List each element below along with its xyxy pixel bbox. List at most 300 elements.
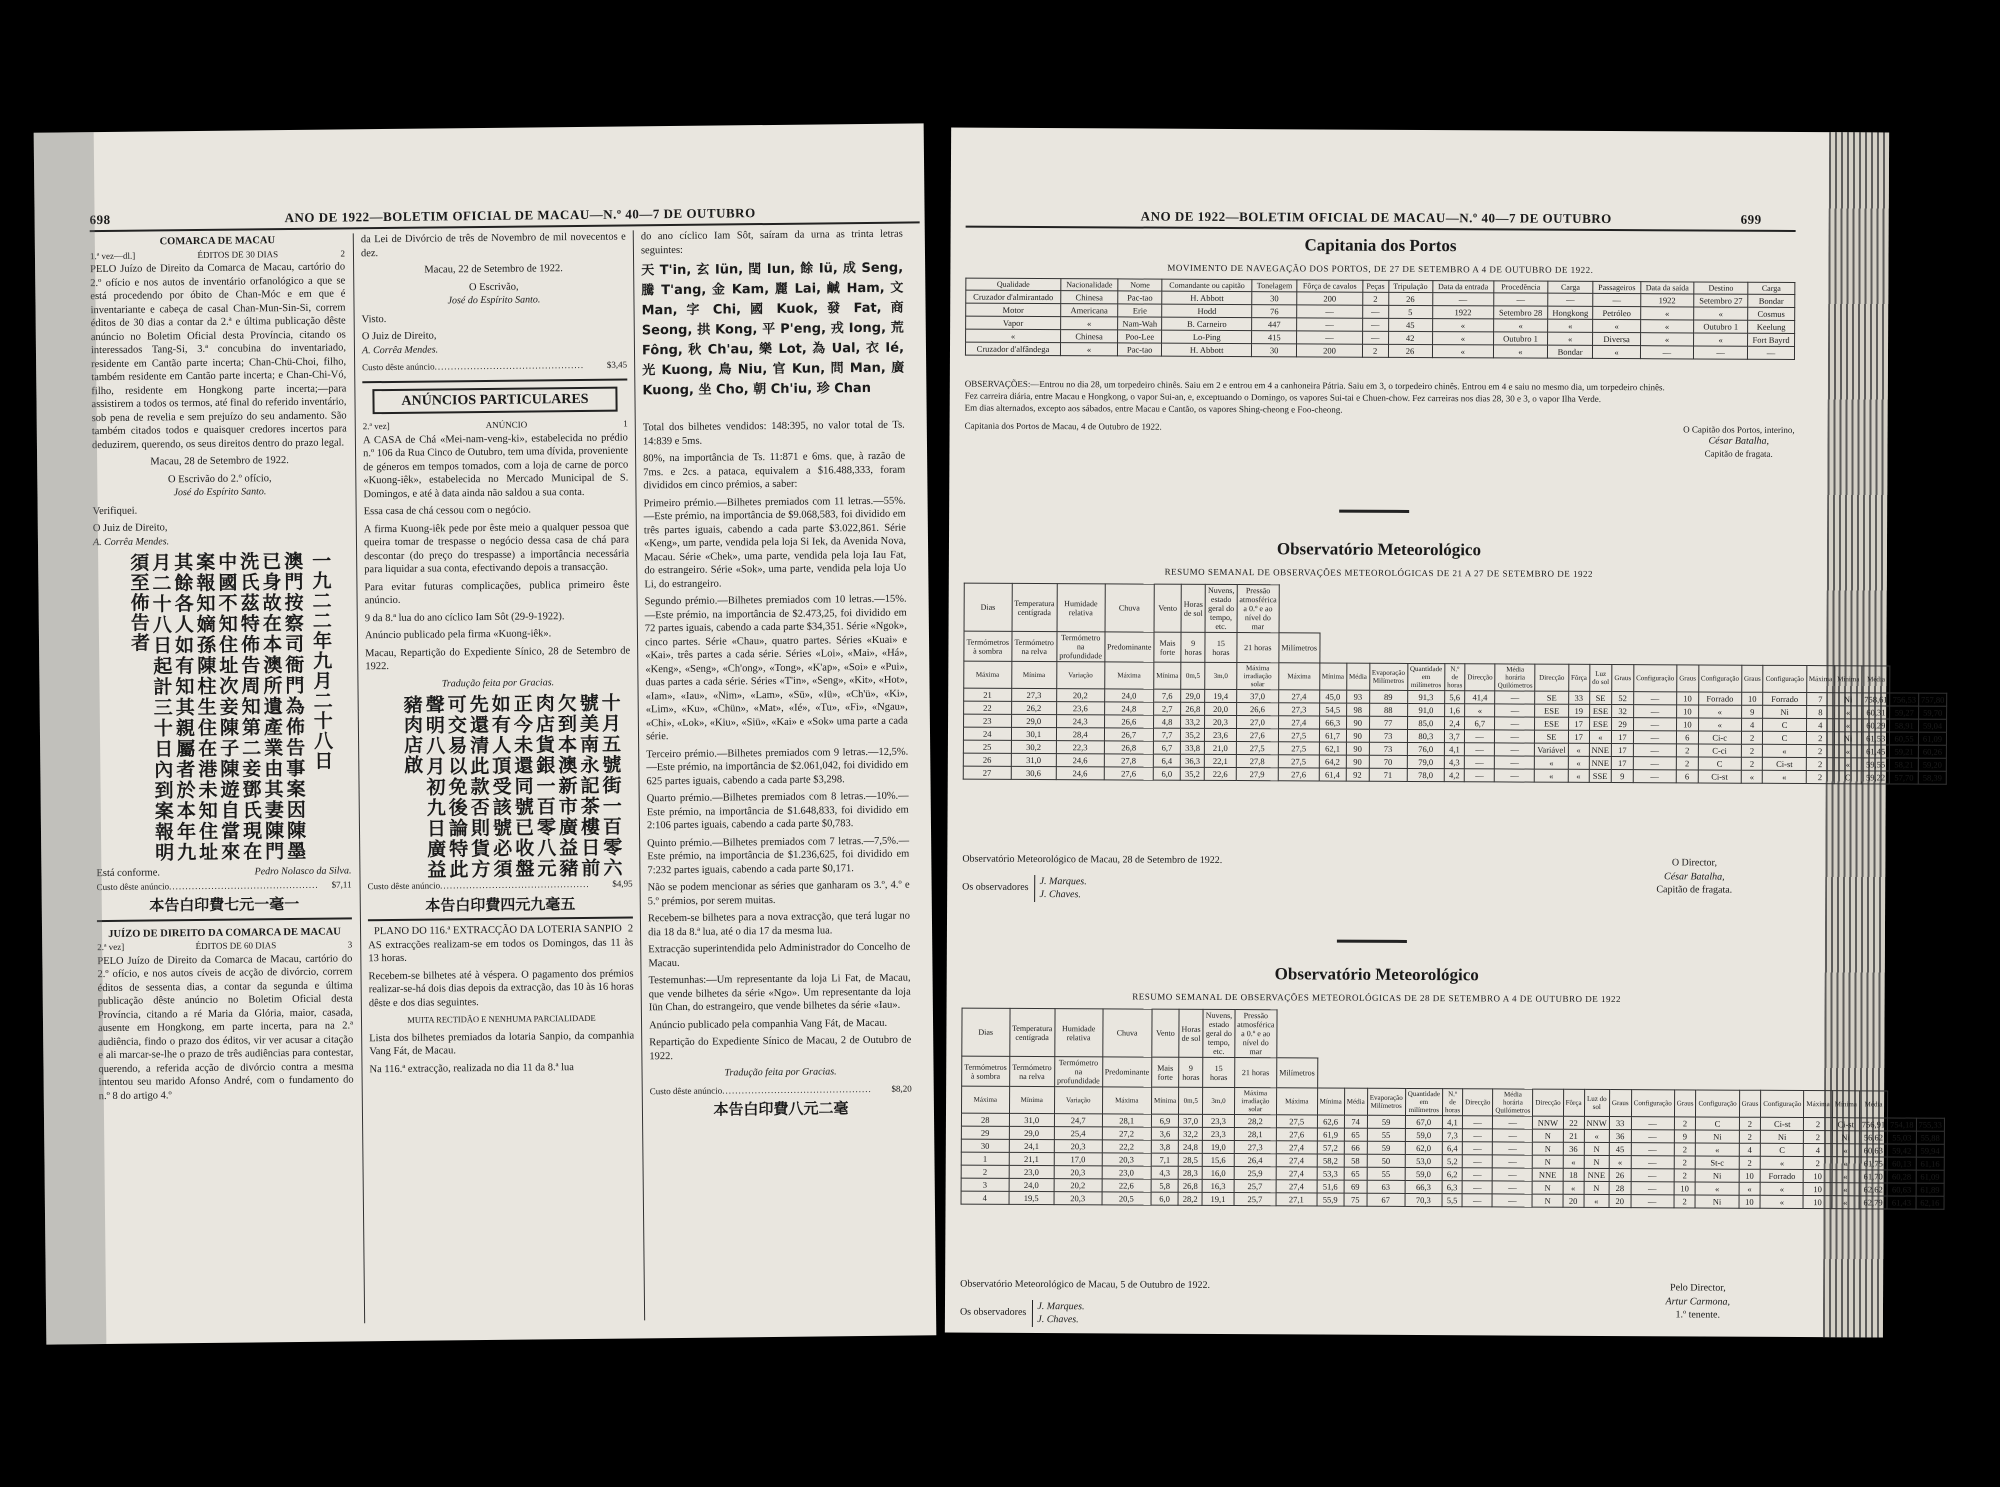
table-cell: 24,8 <box>1178 1140 1202 1153</box>
table-cell: 2 <box>1362 292 1388 305</box>
table-cell: 61,45 <box>1861 745 1889 758</box>
table-cell: 2 <box>1674 1195 1696 1208</box>
table-column-header: Mínima <box>1832 1091 1859 1118</box>
table-cell: 4 <box>1806 719 1834 732</box>
table-cell: « <box>1609 1156 1631 1169</box>
table-cell: — <box>1362 318 1388 331</box>
table-cell: 7,6 <box>1154 689 1181 702</box>
table-cell: — <box>1633 770 1676 783</box>
table-cell: 6,4 <box>1153 754 1180 767</box>
table-cell: 55,88 <box>1916 1131 1944 1144</box>
table-cell: 27,6 <box>1236 729 1278 742</box>
table-cell: Americana <box>1061 304 1118 317</box>
table-cell: 27,3 <box>1234 1141 1276 1154</box>
table-cell: « <box>1535 756 1568 769</box>
table-column-header: Mínima <box>1009 1086 1054 1113</box>
table-group-header: Horas de sol <box>1181 584 1205 632</box>
observatorio-2-place-date: Observatório Meteorológico de Macau, 5 de Outubro de 1922. <box>960 1278 1211 1291</box>
table-cell: 25,7 <box>1234 1180 1276 1193</box>
table-cell: 21,1 <box>1009 1152 1054 1165</box>
table-cell: 66,3 <box>1405 1180 1442 1193</box>
table-cell: 200 <box>1297 292 1363 305</box>
table-column-header: Mínima <box>1317 1088 1344 1115</box>
table-cell: 71 <box>1369 768 1407 781</box>
table-cell: — <box>1492 1181 1532 1194</box>
table-column-header: Média <box>1862 666 1891 693</box>
table-cell: Bondar <box>1547 345 1593 358</box>
table-cell: 2 <box>1741 731 1763 744</box>
capitania-section <box>965 234 1795 280</box>
table-cell: « <box>1696 1143 1739 1156</box>
table-cell: « <box>1494 345 1548 358</box>
table-cell: — <box>1640 346 1694 359</box>
table-cell: 62,62 <box>1859 1183 1887 1196</box>
ad-cost-line: Custo dêste anúncio .............................................. $4,95 <box>368 877 633 893</box>
ad-p3: A firma Kuong-iêk pede por êste meio a qualquer pessoa que queira tomar de trespasse o negócio dessa casa de chá para descontar (do preço do trespasse) a importância necessária para liquidar a sua conta, efectivando depois a transacção. <box>363 520 630 576</box>
table-cell: 61,75 <box>1859 1157 1887 1170</box>
observatorio-1-table-header <box>964 583 1948 693</box>
table-cell: 27,3 <box>1011 688 1056 701</box>
table-cell: 24,6 <box>1056 754 1104 767</box>
table-cell: 61,09 <box>1918 732 1946 745</box>
table-cell: 63 <box>1367 1180 1405 1193</box>
table-column-header: Mínima <box>1011 661 1056 688</box>
table-cell: 52 <box>1612 692 1634 705</box>
table-cell: 22 <box>1563 1116 1584 1129</box>
table-cell: 67 <box>1367 1193 1405 1206</box>
table-cell: ESE <box>1589 717 1612 730</box>
table-column-header: Média <box>1346 663 1369 690</box>
table-cell: 90 <box>1346 755 1369 768</box>
observatorio-1-footer <box>962 853 1792 906</box>
table-cell: 61,53 <box>1862 732 1890 745</box>
table-column-header: Graus <box>1612 665 1634 692</box>
observatorio-2-sign-rank: 1.º tenente. <box>1675 1309 1720 1321</box>
table-column-header: Graus <box>1609 1090 1631 1117</box>
table-cell: 6 <box>1676 731 1698 744</box>
table-cell: 78,0 <box>1407 768 1444 781</box>
table-cell: « <box>1568 756 1589 769</box>
table-cell: 15,6 <box>1202 1153 1234 1166</box>
chinese-notice-text: 澳門按察司衙門為佈告事案因陳墨已身故在本澳所遺產業由其妻陳門洗氏茲特佈告周知第二妾鄧氏現在中國不知住址次妾陳子陳遊自當來案報知嫡孫陳柱生住在港未知住址其餘各人如有知其親屬者於本年九月二十八日起計三十日內到案報明須至佈告者 <box>127 550 307 863</box>
table-header-cell: Data da entrada <box>1432 281 1494 293</box>
table-cell: 33 <box>1609 1117 1631 1130</box>
table-column-header: Variação <box>1054 1087 1102 1114</box>
table-cell: 59,0 <box>1405 1167 1442 1180</box>
left-column-2 <box>361 230 635 1080</box>
table-column-header: Máxima <box>1806 666 1834 693</box>
table-cell: 30,2 <box>1011 740 1056 753</box>
table-cell: 27,4 <box>1276 1180 1317 1193</box>
table-cell: — <box>1462 1194 1492 1207</box>
table-column-header: Mínima <box>1154 662 1181 689</box>
table-cell: — <box>1694 346 1748 359</box>
table-cell: 62,0 <box>1405 1141 1442 1154</box>
lottery-cost-line: Custo dêste anúncio .............................................. $8,20 <box>650 1082 912 1098</box>
table-cell: 2 <box>1739 1117 1761 1130</box>
table-cell: 18 <box>1563 1168 1584 1181</box>
table-cell: 10 <box>1741 692 1763 705</box>
table-cell: 2 <box>1806 732 1834 745</box>
table-cell: C <box>1834 771 1861 784</box>
table-column-header: Média horária Quilómetros <box>1493 1089 1533 1116</box>
judge-title: O Juiz de Direito, <box>92 522 168 535</box>
table-header-cell: Carga <box>1548 281 1594 293</box>
table-subheader: 15 horas <box>1205 632 1237 662</box>
table-cell: — <box>1464 769 1494 782</box>
table-cell: 24,6 <box>1056 767 1104 780</box>
table-cell: 61,70 <box>1859 1170 1887 1183</box>
table-cell: — <box>1631 1169 1674 1182</box>
table-cell: « <box>1694 333 1748 346</box>
plano-p5: Na 116.ª extracção, realizada no dia 11 da 8.ª lua <box>369 1061 574 1075</box>
table-header-cell: Passageiros <box>1593 281 1640 293</box>
table-column-header: 0m,5 <box>1181 662 1205 689</box>
table-cell: 59 <box>1367 1141 1405 1154</box>
table-cell: 26,4 <box>1234 1154 1276 1167</box>
table-cell: 2 <box>1741 744 1763 757</box>
table-group-header: Horas de sol <box>1179 1009 1203 1057</box>
table-cell: 59,27 <box>1890 706 1918 719</box>
table-cell: — <box>1297 305 1363 318</box>
table-group-header: Dias <box>962 1008 1010 1056</box>
table-cell: — <box>1492 1194 1532 1207</box>
clerk-name: José do Espírito Santo. <box>173 486 267 499</box>
table-cell: 3,7 <box>1444 730 1464 743</box>
table-cell: 56,62 <box>1859 1131 1887 1144</box>
table-cell: — <box>1633 692 1676 705</box>
table-cell: 24,0 <box>1009 1178 1054 1191</box>
table-cell: Pac-tao <box>1118 291 1162 304</box>
observatorio-2-observers <box>960 1299 1210 1327</box>
observers-label: Os observadores <box>962 881 1029 894</box>
table-cell: 60,26 <box>1918 745 1946 758</box>
table-cell: Forrado <box>1763 692 1806 705</box>
table-column-header: Luz do sol <box>1584 1089 1609 1116</box>
table-cell: 69 <box>1344 1180 1367 1193</box>
table-cell: — <box>1493 1116 1533 1129</box>
table-group-header: Humidade relativa <box>1057 584 1105 632</box>
table-cell: N <box>1584 1155 1609 1168</box>
table-cell: « <box>1432 332 1494 345</box>
table-cell: 27,5 <box>1276 1115 1317 1128</box>
table-column-header: Mínima <box>1835 666 1862 693</box>
table-column-header: Quantidade em milímetros <box>1405 1088 1442 1115</box>
lottery-p4: Segundo prémio.—Bilhetes premiados com 10 letras.—15%.—Este prémio, na importância de $2.473,25, foi dividido em 72 partes iguais, cabendo a cada parte $34,351. Série «Ngok», cinco partes. Série «Chau», quatro partes. Séries «Kuai» e «Kai», três partes a cada série. Séries «Loi», «Mai», «Há», «Keng», «Seng», «Ch'ong», «Tong», «K'ap», «Soi» e «Pui», duas partes a cada série. Séries «T'in», «Seng», «Kit», «Hot», «Iam», «Iau», «Nim», «Lam», «Sü», «Iü», «Ch'ü», «Ki», «Lim», «Ku», «Chün», «Mat», «Ié», «Tu», «Fi», «Ngau», «Chi», «Lok», «Kiu», «Siü», «Kai» e «Sok» uma parte a cada série. <box>644 593 908 743</box>
table-cell: — <box>1463 1116 1493 1129</box>
table-column-header: Máxima <box>1102 1087 1152 1114</box>
table-cell: 29,0 <box>1181 689 1205 702</box>
table-column-header: Graus <box>1739 1090 1761 1117</box>
chinese-notice <box>93 550 351 863</box>
table-cell: « <box>1694 307 1748 320</box>
table-cell: — <box>1631 1182 1674 1195</box>
table-cell: 21 <box>964 688 1012 701</box>
table-cell: Vapor <box>966 316 1061 329</box>
table-cell: 2 <box>1804 1157 1832 1170</box>
table-header-cell: Carga <box>1748 282 1795 294</box>
table-cell: 6,7 <box>1465 717 1495 730</box>
ad-p7: Macau, Repartição do Expediente Sínico, 28 de Setembro de 1922. <box>365 644 631 673</box>
table-cell: 4 <box>1739 1143 1761 1156</box>
table-cell: « <box>1593 345 1640 358</box>
table-cell: 1922 <box>1432 306 1494 319</box>
table-cell: 2 <box>1676 757 1698 770</box>
lottery-p5: Terceiro prémio.—Bilhetes premiados com 9 letras.—12,5%.—Este prémio, na importância de $2.061,042, foi dividido em 625 partes iguais, cabendo a cada parte $3,298. <box>646 746 909 787</box>
table-column-header: Evaporação Milímetros <box>1369 663 1407 690</box>
table-cell: 2 <box>1674 1169 1696 1182</box>
section-ornament <box>1339 510 1409 513</box>
ad-p2: Essa casa de chá cessou com o negócio. <box>363 504 532 518</box>
table-cell: N <box>1532 1181 1562 1194</box>
table-cell: 4,1 <box>1444 743 1464 756</box>
table-cell: 754,18 <box>1888 1118 1916 1131</box>
table-cell: 32 <box>1612 705 1634 718</box>
table-cell: Fort Bayrd <box>1748 333 1795 346</box>
table-cell: 17,0 <box>1054 1153 1102 1166</box>
observatorio-2-title: Observatório Meteorológico <box>1274 964 1479 985</box>
table-cell: 66 <box>1344 1141 1367 1154</box>
table-cell: C <box>1698 757 1741 770</box>
table-cell: 1 <box>961 1152 1009 1165</box>
table-subheader: Termómetro na profundidade <box>1055 1057 1103 1087</box>
table-cell: SE <box>1535 730 1568 743</box>
table-cell: 7,3 <box>1442 1129 1462 1142</box>
table-cell: 10 <box>1677 692 1699 705</box>
table-cell: 24 <box>963 727 1011 740</box>
table-subheader: 9 horas <box>1179 1057 1203 1087</box>
table-cell: 37,0 <box>1236 690 1278 703</box>
table-cell: 25,4 <box>1054 1127 1102 1140</box>
table-cell: « <box>1584 1129 1609 1142</box>
table-cell: Motor <box>966 303 1061 316</box>
table-cell: 2,4 <box>1444 717 1464 730</box>
table-cell: 27,4 <box>1276 1167 1317 1180</box>
observatorio-2-table-header <box>962 1008 1946 1118</box>
table-subheader: Termómetro na relva <box>1009 1056 1054 1086</box>
table-cell: 755,33 <box>1916 1118 1944 1131</box>
table-cell: — <box>1633 744 1676 757</box>
notice-number: 2 <box>340 247 345 258</box>
table-cell: « <box>1832 1157 1859 1170</box>
table-cell: 10 <box>1676 718 1698 731</box>
table-column-header: Quantidade em milímetros <box>1407 663 1444 690</box>
table-cell: 28,2 <box>1178 1192 1202 1205</box>
table-cell: — <box>1462 1168 1492 1181</box>
table-cell: 19,5 <box>1009 1191 1054 1204</box>
section-ornament-2 <box>1337 940 1407 943</box>
table-header-cell: Peças <box>1363 280 1389 292</box>
table-header-cell: Qualidade <box>966 278 1061 290</box>
table-cell: 27,8 <box>1104 754 1154 767</box>
table-cell: « <box>1832 1196 1859 1209</box>
observatorio-1-table <box>963 583 1948 785</box>
judge-name: A. Corrêa Mendes. <box>92 535 170 548</box>
table-cell: 59,70 <box>1918 706 1946 719</box>
table-cell: 2 <box>1804 1131 1832 1144</box>
table-cell: — <box>1493 1142 1533 1155</box>
table-cell: 58,91 <box>1890 719 1918 732</box>
table-cell: 30 <box>961 1139 1009 1152</box>
table-cell: 27,3 <box>1279 703 1320 716</box>
table-group-header: Pressão atmosférica a 0.º e ao nível do mar <box>1234 1010 1277 1058</box>
table-cell: 32,2 <box>1178 1127 1202 1140</box>
table-column-header: Evaporação Milímetros <box>1367 1088 1405 1115</box>
table-column-header: Direcção <box>1463 1089 1493 1116</box>
table-cell: 26 <box>1388 344 1432 357</box>
table-cell: « <box>1568 769 1589 782</box>
table-cell: 22,3 <box>1056 741 1104 754</box>
table-cell: 2 <box>1362 344 1388 357</box>
notice2-vez: 2.ª vez] <box>97 941 125 953</box>
table-subheader: Termómetros à sombra <box>964 631 1012 661</box>
table-cell: 60,13 <box>1887 1157 1915 1170</box>
table-cell: « <box>1832 1183 1859 1196</box>
lottery-p12: Anúncio publicado pela companhia Vang Fát, de Macau. <box>649 1017 888 1031</box>
table-cell: 62,1 <box>1319 742 1346 755</box>
table-cell: — <box>1462 1129 1492 1142</box>
table-cell: Diversa <box>1593 332 1640 345</box>
table-cell: 27,6 <box>1276 1128 1317 1141</box>
table-cell: « <box>1563 1155 1584 1168</box>
table-cell: — <box>1432 293 1494 306</box>
table-header-cell: Data da saída <box>1640 282 1694 294</box>
table-cell: 4,2 <box>1444 769 1464 782</box>
ad-chinese-text: 十月五號街一百零六號美南永記茶樓日前欠到本澳新市廣益豬肉店貨銀一百零八元正今未還同號已收盤如有人頂受該號必須先還清此款否則貨方可交易以免後論特此聲明八月初九日廣益豬肉店啟 <box>400 692 623 880</box>
table-cell: 5,6 <box>1445 691 1465 704</box>
table-column-header: Fôrça <box>1563 1089 1584 1116</box>
table-cell: 30,6 <box>1011 766 1056 779</box>
table-cell: « <box>1589 730 1612 743</box>
table-cell: 20 <box>1563 1194 1584 1207</box>
lottery-chinese-footer: 本告白印費八元二毫 <box>713 1099 849 1119</box>
table-subheader: Predominante <box>1104 632 1154 662</box>
table-cell: Ni <box>1696 1130 1739 1143</box>
table-subheader: 9 horas <box>1181 632 1205 662</box>
table-cell: 33,8 <box>1181 741 1205 754</box>
observatorio-2-sign-name: Artur Carmona, <box>1665 1295 1731 1308</box>
lottery-p10: Extracção superintendida pelo Administrador do Concelho de Macau. <box>648 941 911 969</box>
table-cell: 8 <box>1806 706 1834 719</box>
table-cell: 22,2 <box>1102 1140 1152 1153</box>
table-cell: 25 <box>963 740 1011 753</box>
table-cell: 35,2 <box>1181 728 1205 741</box>
table-cell: 91,0 <box>1407 703 1444 716</box>
table-cell: C-ci <box>1698 744 1741 757</box>
ad-chinese-footer: 本告白印費四元九毫五 <box>425 894 576 915</box>
table-cell: 2 <box>1741 757 1763 770</box>
table-cell: 26,8 <box>1178 1179 1202 1192</box>
table-cell: SE <box>1589 691 1612 704</box>
table-cell: « <box>1432 345 1494 358</box>
table-cell: ESE <box>1535 704 1568 717</box>
table-cell: 6,4 <box>1442 1142 1462 1155</box>
observatorio-1-observers <box>962 874 1222 902</box>
table-cell: 60,29 <box>1862 719 1890 732</box>
table-cell: — <box>1633 718 1676 731</box>
capitania-obs2: Fez carreira diária, entre Macau e Hongkong, o vapor Sui-an, e, exceptuando o Domingo, os vapores Sui-tai e Chuen-chow. Fez carreiras nos dias 28, 30 e 3, o vapor Ilha Verde. <box>964 390 1602 404</box>
table-cell: — <box>1462 1142 1492 1155</box>
table-cell: 59,22 <box>1861 771 1889 784</box>
table-group-header: Temperatura centígrada <box>1012 583 1058 631</box>
table-cell: — <box>1495 691 1535 704</box>
table-cell: 10 <box>1803 1183 1831 1196</box>
table-group-header: Nuvens, estado geral do tempo, etc. <box>1205 584 1237 632</box>
table-cell: — <box>1631 1130 1674 1143</box>
table-cell: — <box>1493 1168 1533 1181</box>
table-cell: 17 <box>1611 744 1633 757</box>
table-cell: 4 <box>1741 718 1763 731</box>
table-cell: 23,0 <box>1102 1166 1152 1179</box>
table-cell: 27,5 <box>1278 729 1319 742</box>
ad-cost-label: Custo dêste anúncio <box>367 880 441 892</box>
table-column-header: Média <box>1344 1088 1367 1115</box>
table-cell: 2 <box>1739 1156 1761 1169</box>
table-cell: « <box>1432 319 1494 332</box>
table-cell: Lo-Ping <box>1162 330 1252 343</box>
lottery-p6: Quarto prémio.—Bilhetes premiados com 8 letras.—10%.—Este prémio, na importância de $1.648,833, foi dividido em 2:106 partes iguais, cabendo a cada parte $0,783. <box>646 790 909 832</box>
table-cell: 756,53 <box>1890 693 1918 706</box>
table-cell: 77 <box>1369 716 1407 729</box>
table-cell: 98 <box>1346 703 1369 716</box>
lottery-p1: Total dos bilhetes vendidos: 148:395, no valor total de Ts. 14:839 e 5ms. <box>642 419 905 447</box>
table-cell: « <box>1060 343 1117 356</box>
table-cell: 27,6 <box>1104 767 1154 780</box>
table-cell: 90 <box>1346 716 1369 729</box>
table-cell: 22 <box>964 701 1012 714</box>
table-cell: 28 <box>961 1113 1009 1126</box>
observers-label-2: Os observadores <box>959 1306 1027 1319</box>
table-cell: 6,0 <box>1151 1192 1178 1205</box>
ad-p5: 9 da 8.ª lua do ano cíclico Iam Sôt (29-9-1922). <box>364 610 565 624</box>
table-cell: 27,4 <box>1279 690 1320 703</box>
table-cell: SE <box>1535 691 1568 704</box>
table-cell: 6,7 <box>1153 741 1180 754</box>
table-cell: 27,4 <box>1276 1141 1317 1154</box>
capitania-signature-block <box>964 420 1794 460</box>
table-cell: 21 <box>1563 1129 1584 1142</box>
table-cell: « <box>1741 770 1763 783</box>
table-cell: 76,0 <box>1407 742 1444 755</box>
table-cell: « <box>1763 770 1806 783</box>
table-cell: C <box>1761 1143 1804 1156</box>
table-cell: 61,7 <box>1319 729 1346 742</box>
court2-title: JUÍZO DE DIREITO DA COMARCA DE MACAU <box>108 926 341 940</box>
table-cell: 54,5 <box>1319 703 1346 716</box>
table-cell: Poo-Lee <box>1118 330 1162 343</box>
table-cell: 20,5 <box>1102 1192 1152 1205</box>
table-cell: — <box>1633 757 1676 770</box>
table-cell: 2 <box>1804 1118 1832 1131</box>
table-cell: 66,3 <box>1319 716 1346 729</box>
table-subheader: Mais forte <box>1152 1057 1179 1087</box>
table-cell: Outubro 1 <box>1694 320 1748 333</box>
table-cell: 27 <box>963 766 1011 779</box>
table-cell: Hongkong <box>1547 306 1593 319</box>
table-cell: 58,39 <box>1918 771 1946 784</box>
table-cell: NNE <box>1589 756 1612 769</box>
table-cell: 2 <box>1674 1156 1696 1169</box>
table-cell: 20 <box>1609 1195 1631 1208</box>
table-cell: 19 <box>1568 704 1589 717</box>
table-cell: 45 <box>1609 1143 1631 1156</box>
table-cell: 415 <box>1252 331 1297 344</box>
right-running-header: ANO DE 1922—BOLETIM OFICIAL DE MACAU—N.º 40—7 DE OUTUBRO <box>1140 208 1612 227</box>
table-cell: 35,2 <box>1180 767 1204 780</box>
table-cell: 19,4 <box>1205 689 1237 702</box>
table-cell: 22,1 <box>1205 754 1237 767</box>
conform-label: Está conforme. <box>96 867 161 880</box>
